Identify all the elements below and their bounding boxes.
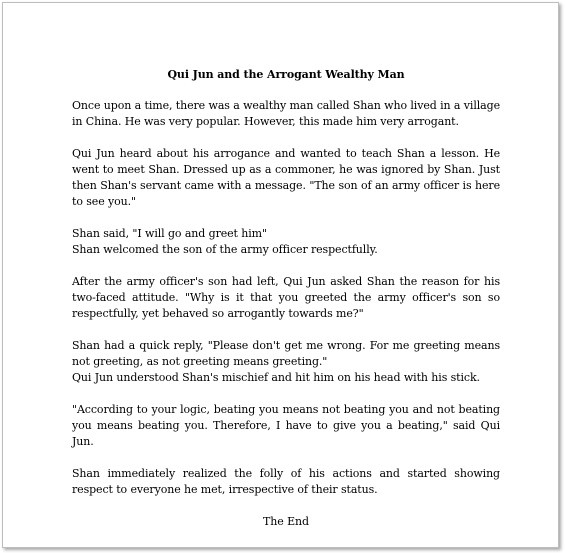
paragraph-5 bbox=[72, 338, 500, 386]
paragraph-line: Shan said, "I will go and greet him" bbox=[72, 227, 267, 240]
paragraph-line: Qui Jun heard about his arrogance and wanted to teach Shan a lesson. He went to meet Shan. Dressed up as a commoner, he was ignored by Shan. Just then Shan's servant came with a message. "The son of an army officer is here to see you." bbox=[72, 147, 500, 208]
document-body bbox=[72, 67, 500, 530]
paragraph-2 bbox=[72, 146, 500, 210]
paragraph-7 bbox=[72, 466, 500, 498]
paragraph-line: Shan welcomed the son of the army officer respectfully. bbox=[72, 243, 378, 256]
paragraph-line: Shan had a quick reply, "Please don't get me wrong. For me greeting means not greeting, as not greeting means greeting." bbox=[72, 339, 500, 368]
paragraph-line: Qui Jun understood Shan's mischief and hit him on his head with his stick. bbox=[72, 371, 480, 384]
paragraph-line: "According to your logic, beating you means not beating you and not beating you means beating you. Therefore, I have to give you a beating," said Qui Jun. bbox=[72, 403, 500, 448]
document-page bbox=[2, 2, 559, 548]
the-end-label: The End bbox=[263, 515, 309, 528]
paragraph-6 bbox=[72, 402, 500, 450]
paragraph-line: Once upon a time, there was a wealthy man called Shan who lived in a village in China. He was very popular. However, this made him very arrogant. bbox=[72, 99, 500, 128]
paragraph-1 bbox=[72, 98, 500, 130]
paragraph-line: After the army officer's son had left, Qui Jun asked Shan the reason for his two-faced attitude. "Why is it that you greeted the army officer's son so respectfully, yet behaved so arrogantly towards me?" bbox=[72, 275, 500, 320]
document-title: Qui Jun and the Arrogant Wealthy Man bbox=[167, 68, 405, 81]
paragraph-4 bbox=[72, 274, 500, 322]
paragraph-line: Shan immediately realized the folly of his actions and started showing respect to everyone he met, irrespective of their status. bbox=[72, 467, 500, 496]
paragraph-3 bbox=[72, 226, 500, 258]
